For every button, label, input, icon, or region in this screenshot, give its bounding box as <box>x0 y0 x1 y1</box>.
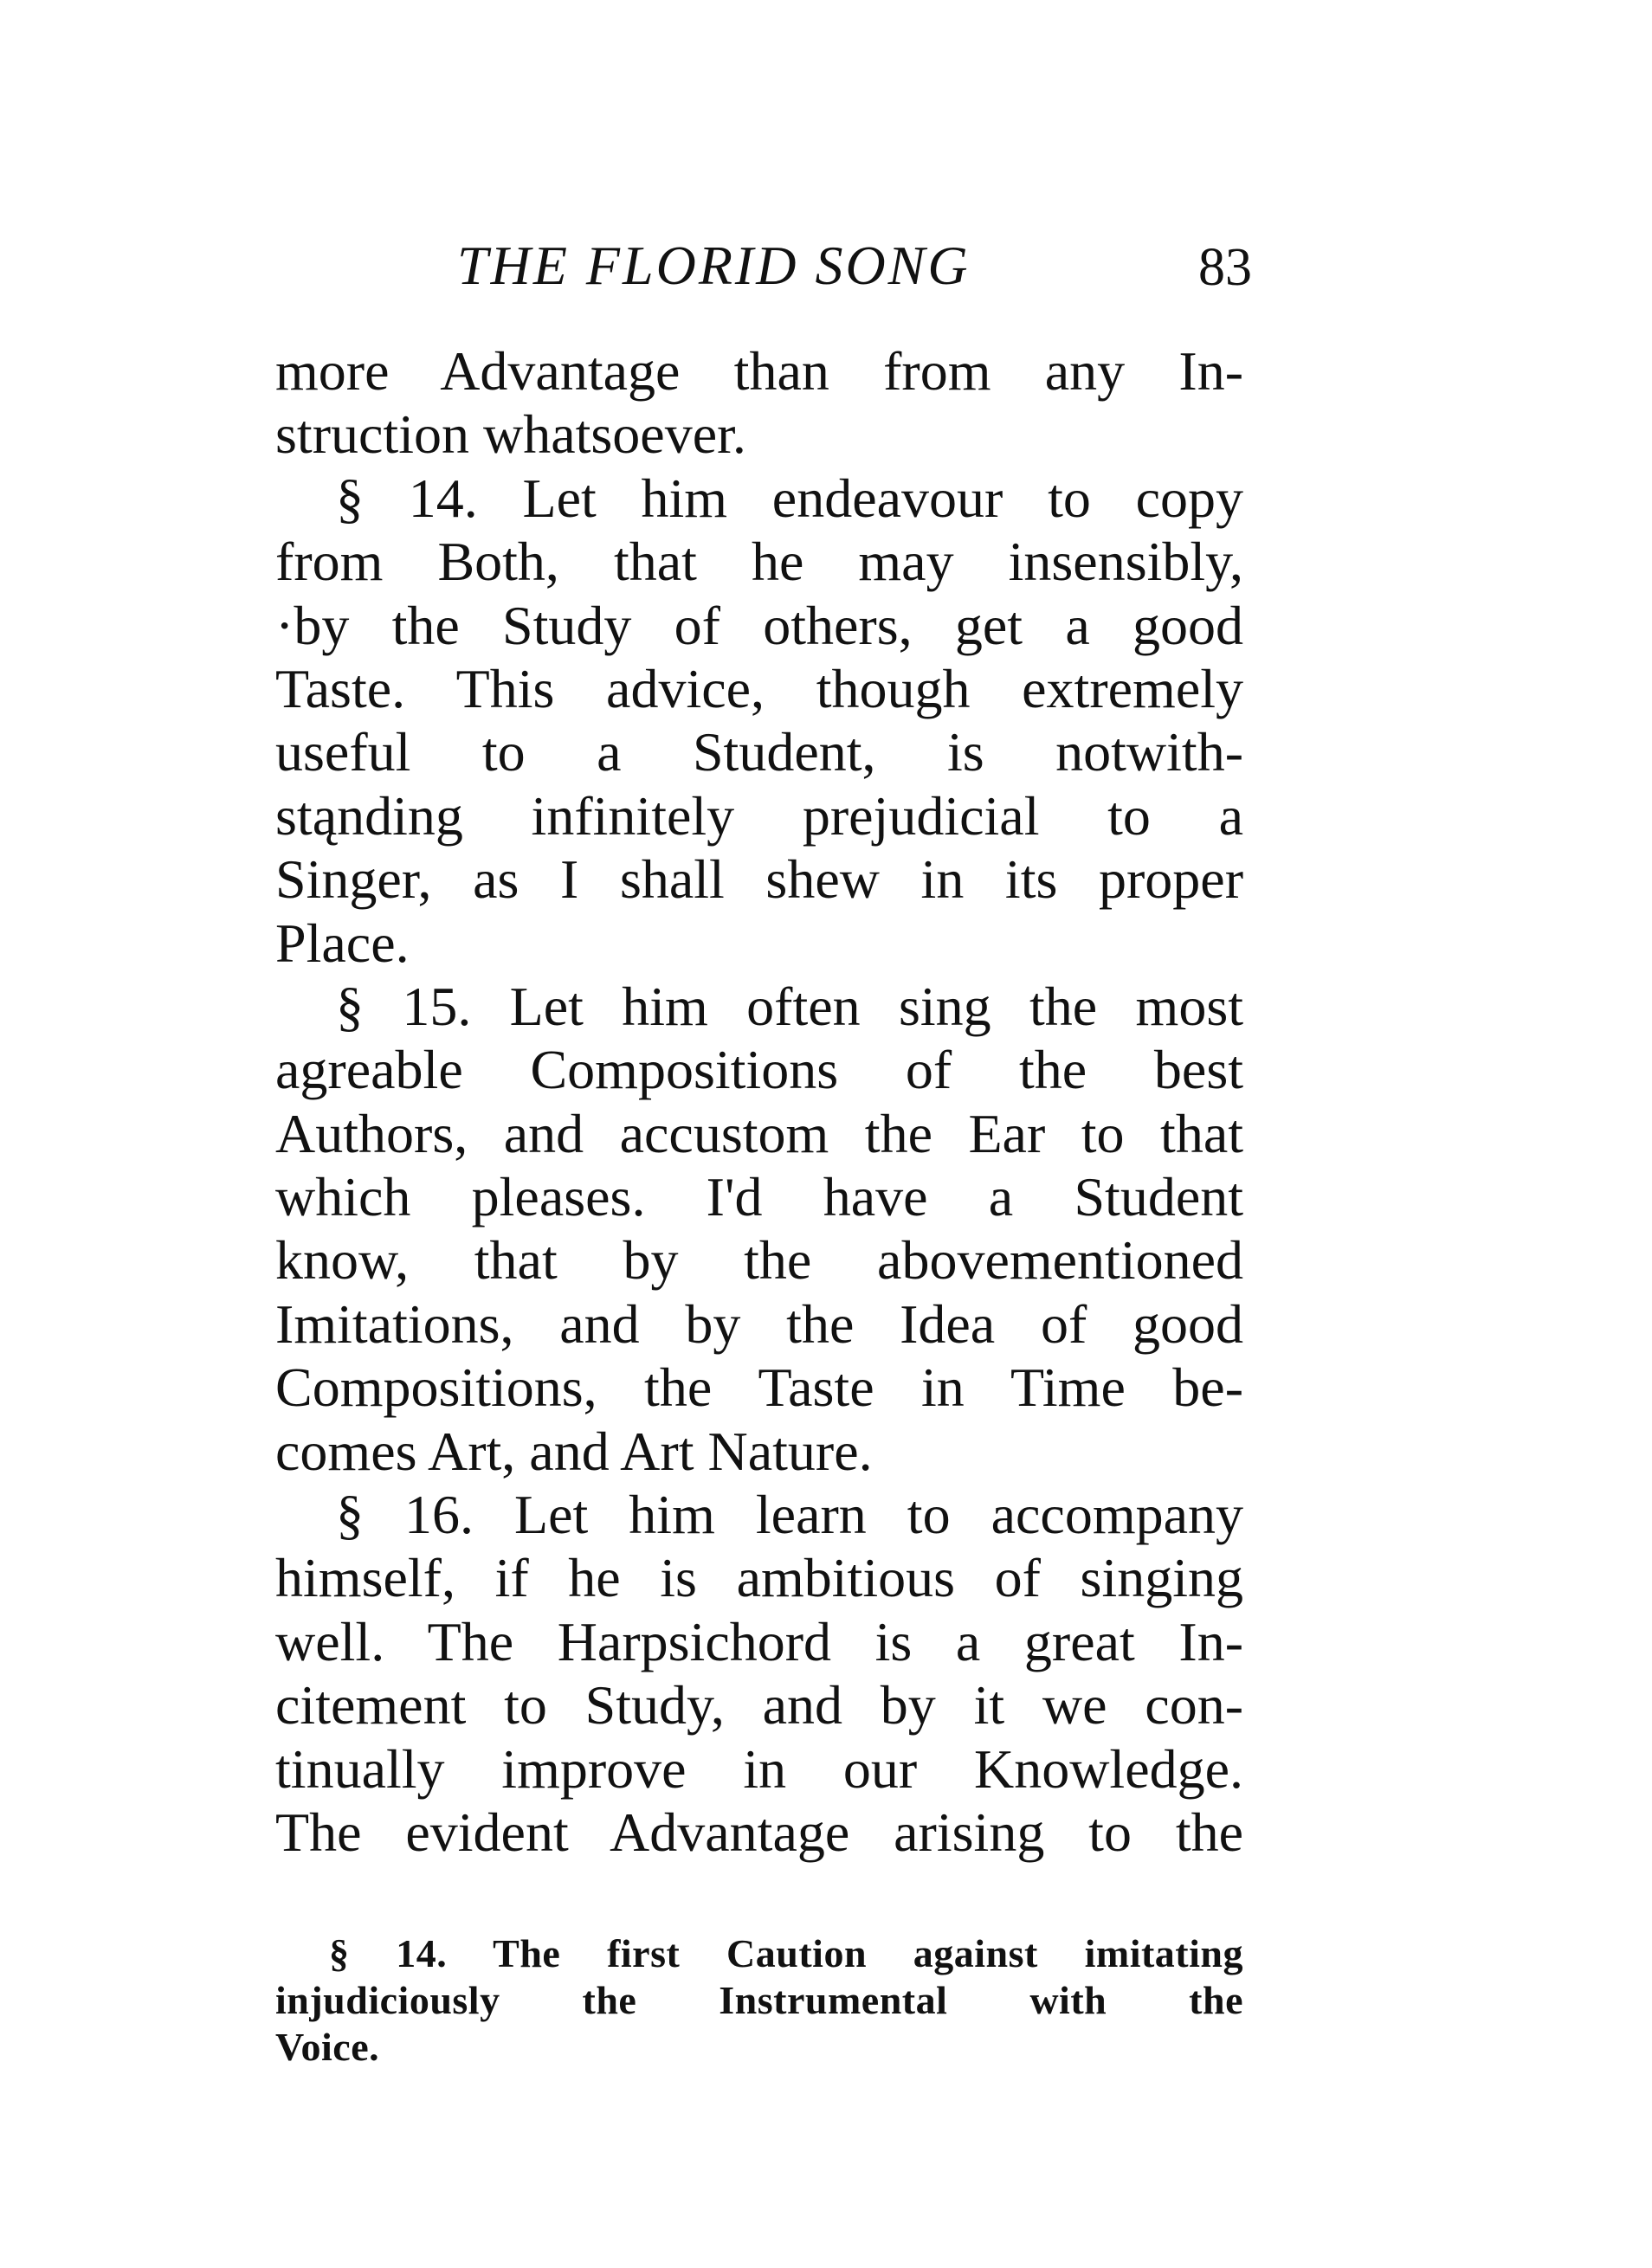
running-title: THE FLORID SONG <box>457 235 971 296</box>
text-line: himself, if he is ambitious of singing <box>275 1547 1243 1609</box>
text-line: comes Art, and Art Nature. <box>275 1420 873 1482</box>
footnote-line: Voice. <box>275 2025 380 2069</box>
page-number: 83 <box>1198 238 1252 297</box>
text-line: know, that by the abovementioned <box>275 1229 1243 1292</box>
footnote-line: injudiciously the Instrumental with the <box>275 1978 1243 2022</box>
body-text <box>275 339 1243 1864</box>
text-line: more Advantage than from any In- <box>275 340 1243 402</box>
text-line: agreable Compositions of the best <box>275 1039 1243 1101</box>
paragraph-start-line: § 16. Let him learn to accompany <box>336 1484 1243 1546</box>
text-line: Taste. This advice, though extremely <box>275 657 1243 719</box>
text-line: stąnding infinitely prejudicial to a <box>275 784 1243 847</box>
paragraph-start-line: § 15. Let him often sing the most <box>336 975 1243 1037</box>
text-line: Authors, and accustom the Ear to that <box>275 1102 1243 1164</box>
text-line: struction whatsoever. <box>275 403 746 466</box>
text-line: from Both, that he may insensibly, <box>275 531 1243 593</box>
text-line: Place. <box>275 912 410 974</box>
text-line: The evident Advantage arising to the <box>275 1801 1243 1863</box>
text-line: Imitations, and by the Idea of good <box>275 1292 1243 1355</box>
text-line: tinually improve in our Knowledge. <box>275 1737 1243 1800</box>
text-line: citement to Study, and by it we con- <box>275 1674 1243 1736</box>
text-line: Compositions, the Taste in Time be- <box>275 1356 1243 1419</box>
text-line: Singer, as I shall shew in its proper <box>275 848 1243 911</box>
text-line: well. The Harpsichord is a great In- <box>275 1610 1243 1672</box>
footnote <box>275 1930 1243 2071</box>
text-line: useful to a Student, is notwith- <box>275 721 1243 783</box>
page-header <box>275 227 1252 305</box>
text-line: ·by the Study of others, get a good <box>275 594 1243 656</box>
text-line: which pleases. I'd have a Student <box>275 1166 1243 1228</box>
footnote-line: § 14. The first Caution against imitating <box>329 1931 1243 1975</box>
paragraph-start-line: § 14. Let him endeavour to copy <box>336 467 1243 529</box>
